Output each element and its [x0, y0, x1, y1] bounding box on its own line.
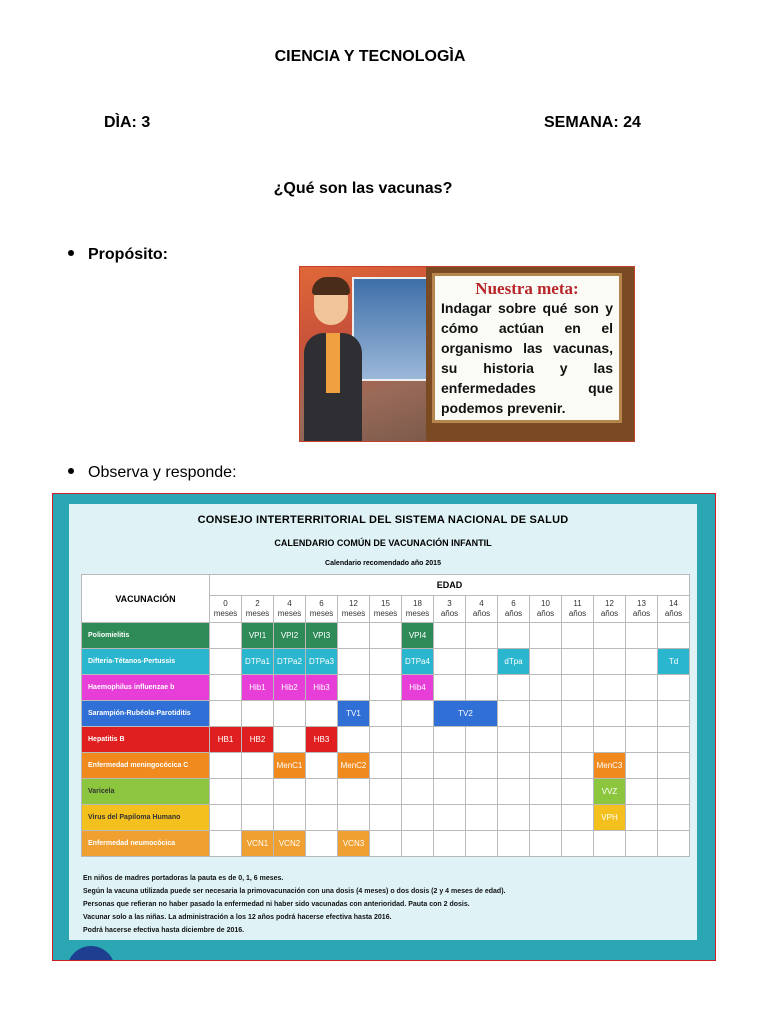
empty-cell — [210, 779, 242, 805]
empty-cell — [626, 831, 658, 857]
dose-cell: HB3 — [306, 727, 338, 753]
empty-cell — [530, 779, 562, 805]
empty-cell — [562, 701, 594, 727]
age-unit: meses — [373, 609, 398, 618]
empty-cell — [466, 649, 498, 675]
dose-cell: VPI2 — [274, 623, 306, 649]
calendar-note: Podrá hacerse efectiva hasta diciembre de 2016. — [83, 927, 245, 934]
vaccine-name: Hepatitis B — [82, 727, 210, 753]
teacher-shirt — [326, 333, 340, 393]
calendar-notes — [83, 872, 683, 937]
dose-cell: VPI1 — [242, 623, 274, 649]
age-unit: años — [600, 609, 619, 618]
empty-cell — [498, 701, 530, 727]
chalkboard — [426, 267, 635, 441]
age-cell — [402, 596, 434, 623]
empty-cell — [370, 623, 402, 649]
age-cell — [498, 596, 530, 623]
dose-cell: HB2 — [242, 727, 274, 753]
age-header: EDAD — [210, 575, 690, 596]
empty-cell — [338, 727, 370, 753]
empty-cell — [530, 649, 562, 675]
empty-cell — [626, 753, 658, 779]
teacher-hair — [312, 277, 350, 295]
vaccination-calendar-image — [52, 493, 716, 961]
empty-cell — [466, 805, 498, 831]
age-number: 0 — [223, 599, 228, 608]
empty-cell — [530, 805, 562, 831]
empty-cell — [370, 649, 402, 675]
meta-title: Nuestra meta: — [475, 279, 579, 298]
empty-cell — [402, 727, 434, 753]
age-cell — [562, 596, 594, 623]
empty-cell — [210, 831, 242, 857]
age-unit: meses — [245, 609, 270, 618]
empty-cell — [562, 727, 594, 753]
ministry-seal-icon — [67, 946, 115, 961]
age-unit: años — [504, 609, 523, 618]
empty-cell — [402, 805, 434, 831]
empty-cell — [594, 701, 626, 727]
age-unit: años — [632, 609, 651, 618]
age-cell — [242, 596, 274, 623]
calendar-sheet — [69, 504, 697, 940]
empty-cell — [498, 779, 530, 805]
empty-cell — [594, 727, 626, 753]
empty-cell — [434, 831, 466, 857]
bullet-dot-icon — [68, 250, 74, 256]
dose-cell: Hib4 — [402, 675, 434, 701]
empty-cell — [338, 623, 370, 649]
empty-cell — [626, 727, 658, 753]
table-row — [82, 831, 690, 857]
empty-cell — [530, 727, 562, 753]
empty-cell — [562, 805, 594, 831]
empty-cell — [626, 779, 658, 805]
age-cell — [274, 596, 306, 623]
age-number: 6 — [319, 599, 324, 608]
empty-cell — [306, 753, 338, 779]
table-row — [82, 779, 690, 805]
empty-cell — [658, 675, 690, 701]
empty-cell — [434, 753, 466, 779]
empty-cell — [370, 675, 402, 701]
table-row — [82, 805, 690, 831]
age-cell — [530, 596, 562, 623]
vaccination-header: VACUNACIÓN — [82, 575, 210, 623]
empty-cell — [626, 623, 658, 649]
empty-cell — [210, 805, 242, 831]
empty-cell — [402, 753, 434, 779]
age-cell — [370, 596, 402, 623]
age-number: 12 — [349, 599, 358, 608]
empty-cell — [434, 727, 466, 753]
empty-cell — [562, 831, 594, 857]
empty-cell — [274, 779, 306, 805]
purpose-image — [299, 266, 635, 442]
dose-cell: Td — [658, 649, 690, 675]
bullet-dot-icon — [68, 468, 74, 474]
age-cell — [466, 596, 498, 623]
meta-text: Indagar sobre qué son y cómo actúan en el organismo las vacunas, su historia y las enfermedades que podemos prevenir. — [441, 300, 613, 416]
empty-cell — [370, 753, 402, 779]
empty-cell — [658, 805, 690, 831]
covid-poster — [352, 277, 428, 381]
vaccine-name: Haemophilus influenzae b — [82, 675, 210, 701]
empty-cell — [434, 623, 466, 649]
page-title: CIENCIA Y TECNOLOGÌA — [274, 48, 466, 65]
empty-cell — [562, 675, 594, 701]
empty-cell — [530, 831, 562, 857]
table-row — [82, 623, 690, 649]
table-row — [82, 701, 690, 727]
empty-cell — [306, 831, 338, 857]
dose-cell: DTPa4 — [402, 649, 434, 675]
calendar-note: Vacunar solo a las niñas. La administración a los 12 años podrá hacerse efectiva hasta 2016. — [83, 914, 392, 921]
vaccine-name: Varicela — [82, 779, 210, 805]
empty-cell — [370, 831, 402, 857]
empty-cell — [498, 805, 530, 831]
vaccine-name: Enfermedad neumocócica — [82, 831, 210, 857]
dose-cell: VVZ — [594, 779, 626, 805]
day-label: DÌA: 3 — [104, 114, 151, 131]
empty-cell — [498, 753, 530, 779]
empty-cell — [466, 727, 498, 753]
empty-cell — [594, 623, 626, 649]
age-number: 2 — [255, 599, 260, 608]
dose-cell: DTPa2 — [274, 649, 306, 675]
empty-cell — [626, 675, 658, 701]
dose-cell: VPI3 — [306, 623, 338, 649]
empty-cell — [562, 623, 594, 649]
table-row — [82, 753, 690, 779]
empty-cell — [370, 701, 402, 727]
empty-cell — [370, 727, 402, 753]
empty-cell — [370, 805, 402, 831]
age-number: 12 — [605, 599, 614, 608]
observe-label: Observa y responde: — [88, 464, 237, 481]
empty-cell — [626, 701, 658, 727]
age-number: 18 — [413, 599, 422, 608]
calendar-header-council: CONSEJO INTERTERRITORIAL DEL SISTEMA NACIONAL DE SALUD — [197, 514, 569, 526]
dose-cell: HB1 — [210, 727, 242, 753]
purpose-bullet — [68, 246, 168, 264]
age-cell — [434, 596, 466, 623]
age-cell — [594, 596, 626, 623]
table-header-row — [82, 575, 690, 596]
empty-cell — [658, 779, 690, 805]
dose-cell: Hib2 — [274, 675, 306, 701]
empty-cell — [466, 779, 498, 805]
dose-cell: DTPa1 — [242, 649, 274, 675]
age-unit: meses — [405, 609, 430, 618]
vaccine-name: Virus del Papiloma Humano — [82, 805, 210, 831]
empty-cell — [306, 805, 338, 831]
dose-cell: TV1 — [338, 701, 370, 727]
age-number: 4 — [287, 599, 292, 608]
empty-cell — [498, 623, 530, 649]
empty-cell — [306, 701, 338, 727]
empty-cell — [434, 675, 466, 701]
main-question: ¿Qué son las vacunas? — [273, 180, 453, 197]
empty-cell — [434, 805, 466, 831]
dose-cell: VPH — [594, 805, 626, 831]
empty-cell — [562, 779, 594, 805]
empty-cell — [338, 675, 370, 701]
purpose-label: Propósito: — [88, 246, 168, 263]
dose-cell: DTPa3 — [306, 649, 338, 675]
dose-cell: MenC1 — [274, 753, 306, 779]
empty-cell — [210, 623, 242, 649]
empty-cell — [594, 649, 626, 675]
age-unit: meses — [213, 609, 238, 618]
age-number: 4 — [479, 599, 484, 608]
age-number: 10 — [541, 599, 550, 608]
empty-cell — [562, 649, 594, 675]
empty-cell — [658, 727, 690, 753]
age-cell — [626, 596, 658, 623]
dose-cell: MenC3 — [594, 753, 626, 779]
empty-cell — [498, 675, 530, 701]
empty-cell — [370, 779, 402, 805]
empty-cell — [530, 701, 562, 727]
empty-cell — [466, 623, 498, 649]
table-row — [82, 675, 690, 701]
empty-cell — [242, 779, 274, 805]
empty-cell — [210, 649, 242, 675]
age-number: 11 — [573, 599, 582, 608]
calendar-header-year: Calendario recomendado año 2015 — [325, 560, 441, 567]
calendar-note: Según la vacuna utilizada puede ser necesaria la primovacunación con una dosis (4 meses) o dos dosis (2 y 4 meses de edad). — [83, 888, 506, 895]
calendar-note: En niños de madres portadoras la pauta es de 0, 1, 6 meses. — [83, 875, 284, 882]
age-number: 13 — [637, 599, 646, 608]
empty-cell — [530, 623, 562, 649]
age-number: 3 — [447, 599, 452, 608]
empty-cell — [306, 779, 338, 805]
dose-cell: TV2 — [434, 701, 498, 727]
week-label: SEMANA: 24 — [544, 114, 641, 131]
dose-cell: VCN2 — [274, 831, 306, 857]
dose-cell: MenC2 — [338, 753, 370, 779]
vaccine-name: Poliomielitis — [82, 623, 210, 649]
calendar-note: Personas que refieran no haber pasado la enfermedad ni haber sido vacunadas con anterioridad. Pauta con 2 dosis. — [83, 901, 470, 908]
table-row — [82, 649, 690, 675]
age-unit: años — [536, 609, 555, 618]
vaccination-table — [81, 574, 690, 857]
empty-cell — [530, 675, 562, 701]
empty-cell — [210, 701, 242, 727]
age-number: 14 — [669, 599, 678, 608]
dose-cell: VCN1 — [242, 831, 274, 857]
empty-cell — [242, 753, 274, 779]
age-cell — [210, 596, 242, 623]
empty-cell — [402, 831, 434, 857]
empty-cell — [338, 805, 370, 831]
empty-cell — [466, 753, 498, 779]
age-unit: meses — [341, 609, 366, 618]
empty-cell — [530, 753, 562, 779]
empty-cell — [338, 779, 370, 805]
age-cell — [338, 596, 370, 623]
age-cell — [306, 596, 338, 623]
dose-cell: VPI4 — [402, 623, 434, 649]
empty-cell — [626, 805, 658, 831]
teacher-scene — [300, 267, 428, 441]
empty-cell — [594, 831, 626, 857]
age-unit: meses — [277, 609, 302, 618]
age-number: 15 — [381, 599, 390, 608]
calendar-header-title: CALENDARIO COMÚN DE VACUNACIÓN INFANTIL — [274, 538, 492, 548]
empty-cell — [594, 675, 626, 701]
empty-cell — [402, 701, 434, 727]
age-unit: años — [568, 609, 587, 618]
dose-cell: Hib1 — [242, 675, 274, 701]
table-row — [82, 727, 690, 753]
empty-cell — [242, 701, 274, 727]
empty-cell — [658, 831, 690, 857]
empty-cell — [658, 623, 690, 649]
empty-cell — [434, 649, 466, 675]
empty-cell — [434, 779, 466, 805]
empty-cell — [658, 753, 690, 779]
dose-cell: dTpa — [498, 649, 530, 675]
empty-cell — [498, 831, 530, 857]
empty-cell — [498, 727, 530, 753]
dose-cell: VCN3 — [338, 831, 370, 857]
chalkboard-surface — [432, 273, 622, 423]
empty-cell — [466, 831, 498, 857]
age-unit: años — [440, 609, 459, 618]
empty-cell — [274, 701, 306, 727]
vaccine-name: Difteria-Tétanos-Pertussis — [82, 649, 210, 675]
empty-cell — [210, 753, 242, 779]
empty-cell — [210, 675, 242, 701]
dose-cell: Hib3 — [306, 675, 338, 701]
empty-cell — [242, 805, 274, 831]
empty-cell — [402, 779, 434, 805]
empty-cell — [658, 701, 690, 727]
empty-cell — [274, 727, 306, 753]
age-unit: años — [664, 609, 683, 618]
empty-cell — [466, 675, 498, 701]
age-unit: años — [472, 609, 491, 618]
age-number: 6 — [511, 599, 516, 608]
vaccine-name: Sarampión-Rubéola-Parotiditis — [82, 701, 210, 727]
age-cell — [658, 596, 690, 623]
age-unit: meses — [309, 609, 334, 618]
empty-cell — [338, 649, 370, 675]
vaccine-name: Enfermedad meningocócica C — [82, 753, 210, 779]
empty-cell — [274, 805, 306, 831]
observe-bullet — [68, 464, 237, 482]
empty-cell — [562, 753, 594, 779]
empty-cell — [626, 649, 658, 675]
